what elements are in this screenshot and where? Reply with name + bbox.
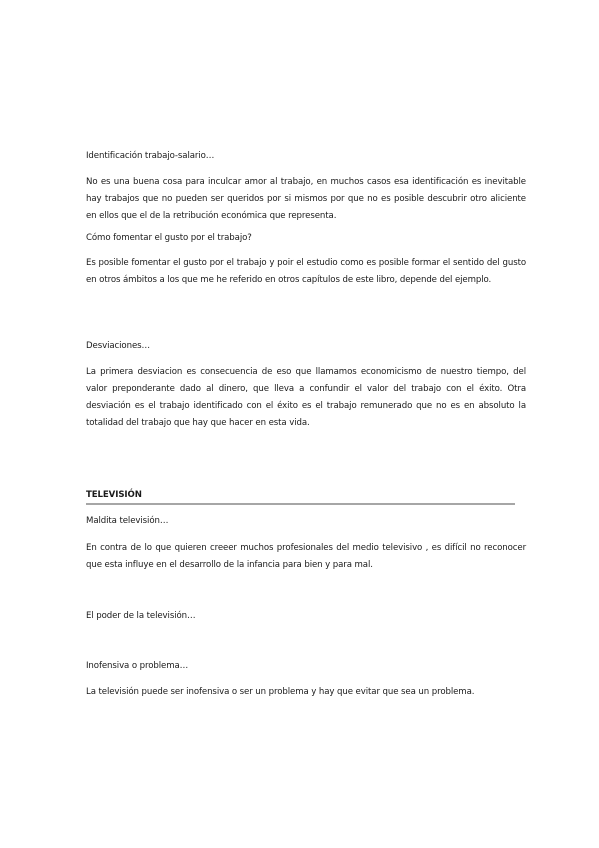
section-heading-television: TELEVISIÓN [86,490,142,500]
heading-underline [86,503,515,505]
paragraph-inofensiva-body: La televisión puede ser inofensiva o ser un problema y hay que evitar que sea un problema. [86,687,475,697]
paragraph-fomentar-title: Cómo fomentar el gusto por el trabajo? [86,233,252,243]
paragraph-desviaciones-body: La primera desviacion es consecuencia de eso que llamamos economicismo de nuestro tiempo, del valor preponderante dado al dinero, que lleva a confundir el valor del trabajo con el éxito. Otra desviación es el trabajo identificado con el éxito es el trabajo remunerado que no es en absoluto la totalidad del trabajo que hay que hacer en esta vida. [86,367,526,428]
paragraph-identificacion-title: Identificación trabajo-salario… [86,151,215,161]
paragraph-desviaciones-title: Desviaciones… [86,341,150,351]
paragraph-poder-title: El poder de la televisión… [86,611,196,621]
paragraph-identificacion-body: No es una buena cosa para inculcar amor al trabajo, en muchos casos esa identificación es inevitable hay trabajos que no pueden ser queridos por si mismos por que no es posible descubrir otro aliciente en ellos que el de la retribución económica que representa. [86,177,526,221]
paragraph-fomentar-body: Es posible fomentar el gusto por el trabajo y poir el estudio como es posible formar el sentido del gusto en otros ámbitos a los que me he referido en otros capítulos de este libro, depende del ejemplo. [86,258,526,285]
paragraph-inofensiva-title: Inofensiva o problema… [86,661,189,671]
paragraph-maldita-body: En contra de lo que quieren creeer muchos profesionales del medio televisivo , es difícil no reconocer que esta influye en el desarrollo de la infancia para bien y para mal. [86,543,526,570]
paragraph-maldita-title: Maldita televisión… [86,516,169,526]
